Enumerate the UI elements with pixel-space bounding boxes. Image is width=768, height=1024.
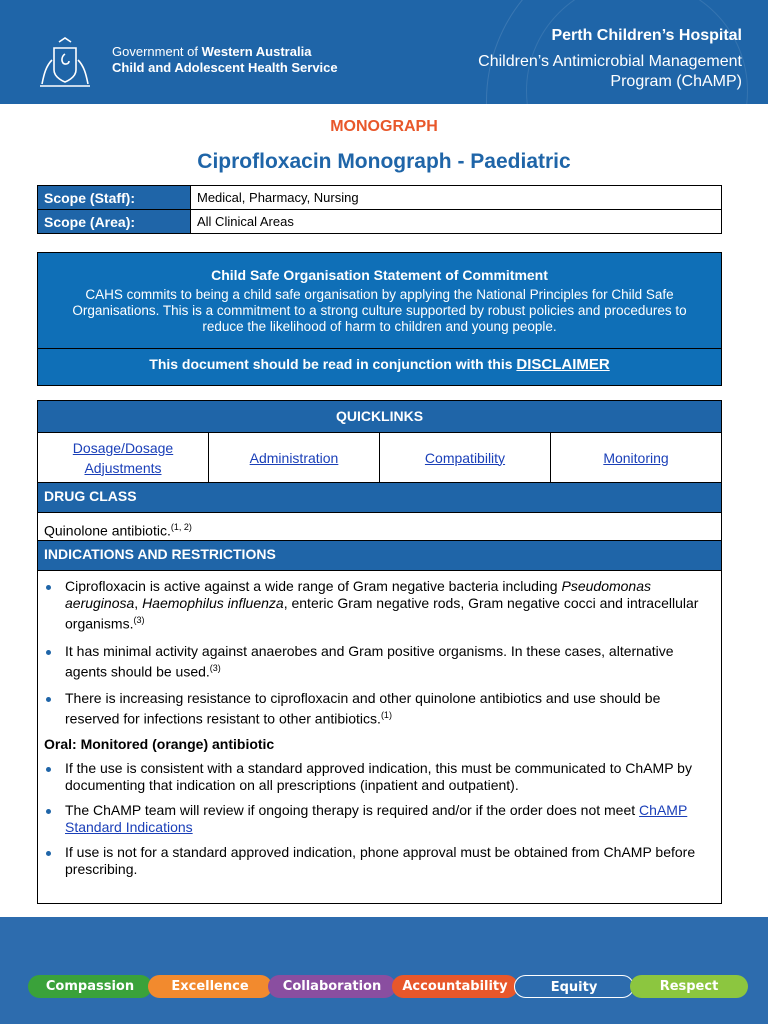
restriction-text: The ChAMP team will review if ongoing therapy is required and/or if the order does not meet (65, 801, 640, 818)
list-item (38, 578, 715, 633)
bullet-icon (46, 697, 51, 702)
indication-text: Ciprofloxacin is active against a wide range of Gram negative bacteria including (65, 578, 562, 594)
drug-class-value (38, 513, 721, 541)
scope-table (37, 185, 722, 234)
table-row (38, 210, 722, 234)
program-name-line2: Program (ChAMP) (610, 73, 742, 90)
quicklink-cell (209, 433, 380, 482)
indication-text: , enteric Gram negative rods, Gram negative cocci and intracellular organisms. (65, 595, 699, 632)
indications-body (38, 571, 721, 878)
document-type: MONOGRAPH (330, 118, 438, 135)
indications-heading: INDICATIONS AND RESTRICTIONS (38, 541, 721, 571)
page-header (0, 0, 768, 104)
oral-restriction-heading: Oral: Monitored (orange) antibiotic (44, 735, 275, 752)
organism-name: Haemophilus influenza (142, 595, 284, 611)
quicklinks-heading: QUICKLINKS (38, 401, 721, 433)
page-title: Ciprofloxacin Monograph - Paediatric (197, 150, 571, 173)
monograph-content (37, 400, 722, 904)
quicklink-dosage-line1: Dosage/Dosage (72, 439, 174, 456)
quicklink-monitoring[interactable]: Monitoring (603, 449, 669, 466)
value-pill-equity: Equity (514, 975, 634, 998)
indications-list (38, 578, 715, 728)
value-pill-compassion: Compassion (28, 975, 152, 998)
value-pill-accountability: Accountability (392, 975, 518, 998)
indication-text: It has minimal activity against anaerobes and Gram positive organisms. In these cases, alternative agents should be used. (65, 642, 674, 680)
bullet-icon (46, 585, 51, 590)
child-safe-heading: Child Safe Organisation Statement of Commitment (211, 267, 548, 283)
values-bar (28, 975, 744, 998)
gov-prefix: Government of (112, 44, 202, 59)
drug-class-heading: DRUG CLASS (38, 483, 721, 513)
indication-text: There is increasing resistance to ciprofloxacin and other quinolone antibiotics and use should be reserved for infections resistant to other antibiotics. (65, 690, 661, 727)
organism-name: Pseudomonas aeruginosa (65, 578, 652, 611)
hospital-branding (478, 26, 742, 92)
scope-staff-label: Scope (Staff): (38, 186, 191, 210)
program-name-line1: Children’s Antimicrobial Management (478, 53, 742, 70)
quicklink-cell (380, 433, 551, 482)
list-item (38, 760, 715, 794)
restriction-text: If the use is consistent with a standard approved indication, this must be communicated to ChAMP by documenting that indication on all prescriptions (inpatient and outpatient). (65, 759, 692, 793)
page-footer (0, 917, 768, 1024)
restriction-text: If use is not for a standard approved indication, phone approval must be obtained from ChAMP before prescribing. (65, 843, 696, 877)
disclaimer-notice (38, 356, 721, 373)
quicklink-cell (38, 433, 209, 482)
value-pill-collaboration: Collaboration (268, 975, 396, 998)
government-branding (112, 44, 338, 76)
list-item (38, 844, 715, 878)
divider (38, 348, 721, 349)
disclaimer-link[interactable]: DISCLAIMER (516, 356, 610, 373)
scope-area-label: Scope (Area): (38, 210, 191, 234)
value-pill-excellence: Excellence (148, 975, 272, 998)
list-item (38, 690, 715, 728)
list-item (38, 802, 715, 836)
value-pill-respect: Respect (630, 975, 748, 998)
drug-class-text: Quinolone antibiotic. (44, 522, 171, 539)
table-row (38, 186, 722, 210)
child-safe-statement (37, 252, 722, 386)
reference-superscript: (3) (133, 615, 145, 625)
scope-area-value: All Clinical Areas (191, 210, 722, 234)
quicklink-dosage[interactable] (73, 438, 173, 478)
oral-restriction-list (38, 760, 715, 878)
reference-superscript: (3) (209, 662, 221, 673)
wa-crest-logo (34, 36, 96, 90)
child-safe-body: CAHS commits to being a child safe organisation by applying the National Principles for Child Safe Organisations. This is a commitment to a strong culture supported by robust policies and procedures to reduce the likelihood of harm to children and young people. (72, 287, 687, 334)
hospital-name: Perth Children’s Hospital (551, 27, 742, 44)
gov-service: Child and Adolescent Health Service (112, 60, 338, 75)
bullet-icon (46, 767, 51, 772)
quicklink-administration[interactable]: Administration (249, 449, 339, 466)
quicklink-cell (551, 433, 721, 482)
quicklink-compatibility[interactable]: Compatibility (424, 449, 506, 466)
indication-text: , (134, 595, 143, 611)
reference-superscript: (1) (380, 710, 392, 721)
reference-superscript: (1, 2) (170, 522, 192, 532)
bullet-icon (46, 650, 51, 655)
gov-state: Western Australia (201, 44, 312, 59)
scope-staff-value: Medical, Pharmacy, Nursing (191, 186, 722, 210)
quicklinks-row (38, 433, 721, 483)
disclaimer-text: This document should be read in conjunction with this (149, 356, 517, 372)
bullet-icon (46, 851, 51, 856)
list-item (38, 643, 715, 681)
bullet-icon (46, 809, 51, 814)
quicklink-dosage-line2: Adjustments (84, 459, 162, 476)
champ-standard-indications-link[interactable]: ChAMP Standard Indications (65, 801, 688, 835)
